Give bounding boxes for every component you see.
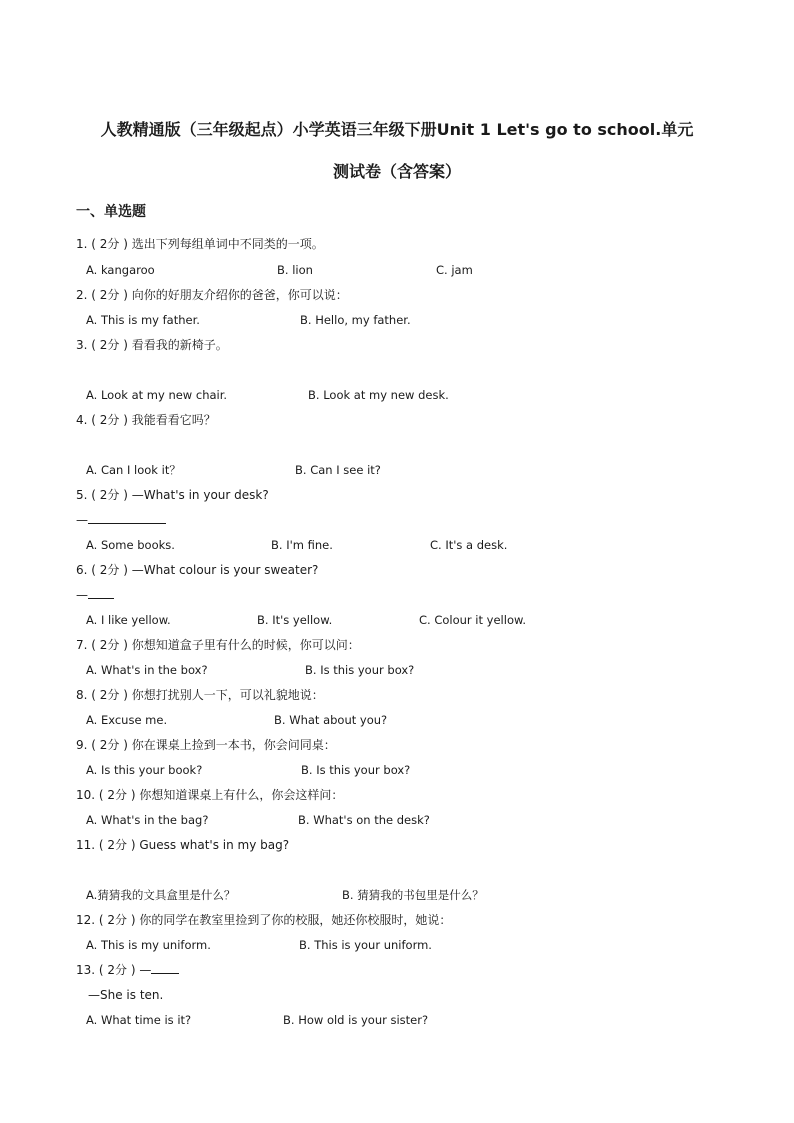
question-6-answer-line	[76, 587, 114, 603]
question-3-stem: 3. ( 2分 ) 看看我的新椅子。	[76, 338, 228, 352]
question-4-stem: 4. ( 2分 ) 我能看看它吗？	[76, 413, 216, 427]
question-7-option-a: A. What's in the box?	[86, 663, 208, 677]
question-4-option-b: B. Can I see it?	[295, 463, 381, 477]
document-title-line-1: 人教精通版（三年级起点）小学英语三年级下册Unit 1 Let's go to school.单元	[100, 120, 694, 139]
question-9-option-b: B. Is this your box?	[301, 763, 411, 777]
question-6-option-c: C. Colour it yellow.	[419, 613, 526, 627]
question-13-stem: 13. ( 2分 ) —	[76, 963, 152, 977]
question-12-option-a: A. This is my uniform.	[86, 938, 211, 952]
question-7-stem: 7. ( 2分 ) 你想知道盒子里有什么的时候，你可以问：	[76, 638, 360, 652]
question-1-option-b: B. lion	[277, 263, 313, 277]
question-13-option-b: B. How old is your sister?	[283, 1013, 429, 1027]
question-8-option-b: B. What about you?	[274, 713, 388, 727]
answer-blank[interactable]	[151, 962, 179, 974]
question-9-stem: 9. ( 2分 ) 你在课桌上捡到一本书，你会问同桌：	[76, 738, 336, 752]
answer-blank[interactable]	[88, 512, 166, 524]
question-3-option-b: B. Look at my new desk.	[308, 388, 449, 402]
question-8-stem: 8. ( 2分 ) 你想打扰别人一下，可以礼貌地说：	[76, 688, 324, 702]
answer-blank[interactable]	[88, 587, 114, 599]
question-13-stem-line	[76, 962, 179, 978]
answer-dash: —	[76, 588, 88, 602]
question-11-option-b: B. 猜猜我的书包里是什么？	[342, 888, 484, 902]
question-2-option-b: B. Hello, my father.	[300, 313, 411, 327]
question-1-option-a: A. kangaroo	[86, 263, 155, 277]
question-12-option-b: B. This is your uniform.	[299, 938, 432, 952]
question-10-stem: 10. ( 2分 ) 你想知道课桌上有什么，你会这样问：	[76, 788, 344, 802]
question-12-stem: 12. ( 2分 ) 你的同学在教室里捡到了你的校服，她还你校服时，她说：	[76, 913, 452, 927]
question-10-option-a: A. What's in the bag?	[86, 813, 209, 827]
question-7-option-b: B. Is this your box?	[305, 663, 415, 677]
question-1-option-c: C. jam	[436, 263, 473, 277]
question-5-option-a: A. Some books.	[86, 538, 175, 552]
question-1-stem: 1. ( 2分 ) 选出下列每组单词中不同类的一项。	[76, 237, 324, 251]
question-5-answer-line	[76, 512, 166, 528]
question-8-option-a: A. Excuse me.	[86, 713, 168, 727]
question-13-option-a: A. What time is it?	[86, 1013, 192, 1027]
question-5-option-c: C. It's a desk.	[430, 538, 508, 552]
question-6-option-a: A. I like yellow.	[86, 613, 171, 627]
answer-dash: —	[76, 513, 88, 527]
question-3-option-a: A. Look at my new chair.	[86, 388, 228, 402]
section-heading: 一、单选题	[76, 204, 146, 220]
question-4-option-a: A. Can I look it？	[86, 463, 181, 477]
question-2-stem: 2. ( 2分 ) 向你的好朋友介绍你的爸爸，你可以说：	[76, 288, 348, 302]
question-5-stem: 5. ( 2分 ) —What's in your desk?	[76, 488, 269, 502]
question-6-stem: 6. ( 2分 ) —What colour is your sweater?	[76, 563, 319, 577]
document-title-line-2: 测试卷（含答案）	[332, 162, 461, 181]
question-11-option-a: A.猜猜我的文具盒里是什么？	[86, 888, 236, 902]
question-9-option-a: A. Is this your book?	[86, 763, 203, 777]
question-10-option-b: B. What's on the desk?	[298, 813, 430, 827]
question-11-stem: 11. ( 2分 ) Guess what's in my bag?	[76, 838, 290, 852]
question-6-option-b: B. It's yellow.	[257, 613, 333, 627]
question-13-response: —She is ten.	[88, 988, 164, 1002]
question-5-option-b: B. I'm fine.	[271, 538, 333, 552]
question-2-option-a: A. This is my father.	[86, 313, 200, 327]
